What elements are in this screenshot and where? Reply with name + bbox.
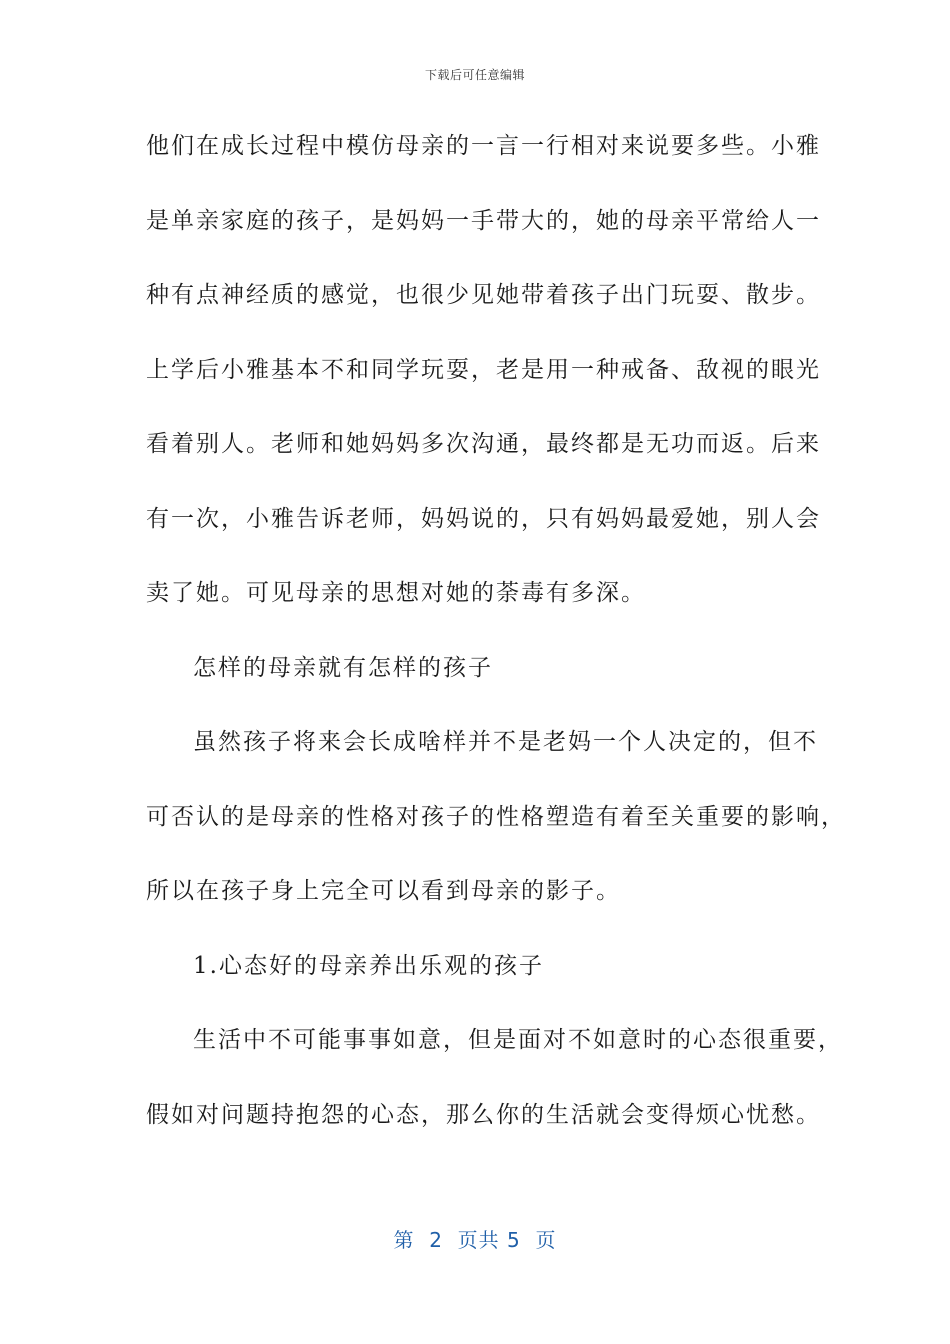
paragraph-line: 可否认的是母亲的性格对孩子的性格塑造有着至关重要的影响， (146, 803, 846, 830)
paragraph-line: 卖了她。可见母亲的思想对她的荼毒有多深。 (146, 580, 646, 606)
section-heading: 怎样的母亲就有怎样的孩子 (193, 654, 493, 681)
page-header: 下载后可任意编辑 (424, 68, 525, 82)
subsection-heading: 1.心态好的母亲养出乐观的孩子 (193, 952, 544, 979)
paragraph-line: 他们在成长过程中模仿母亲的一言一行相对来说要多些。小雅 (146, 133, 821, 159)
paragraph-line: 假如对问题持抱怨的心态，那么你的生活就会变得烦心忧愁。 (146, 1101, 821, 1128)
page-number-footer: 第 2 页共 5 页 (393, 1228, 557, 1252)
paragraph-line: 有一次，小雅告诉老师，妈妈说的，只有妈妈最爱她，别人会 (146, 505, 821, 532)
paragraph-line: 上学后小雅基本不和同学玩耍，老是用一种戒备、敌视的眼光 (146, 356, 821, 383)
paragraph-line: 所以在孩子身上完全可以看到母亲的影子。 (146, 878, 621, 904)
paragraph-line: 虽然孩子将来会长成啥样并不是老妈一个人决定的，但不 (193, 729, 818, 755)
paragraph-line: 是单亲家庭的孩子，是妈妈一手带大的，她的母亲平常给人一 (146, 207, 821, 234)
paragraph-line: 种有点神经质的感觉，也很少见她带着孩子出门玩耍、散步。 (146, 282, 821, 308)
paragraph-line: 看着别人。老师和她妈妈多次沟通，最终都是无功而返。后来 (146, 431, 821, 457)
paragraph-line: 生活中不可能事事如意，但是面对不如意时的心态很重要， (193, 1027, 843, 1053)
document-body (146, 120, 846, 1163)
